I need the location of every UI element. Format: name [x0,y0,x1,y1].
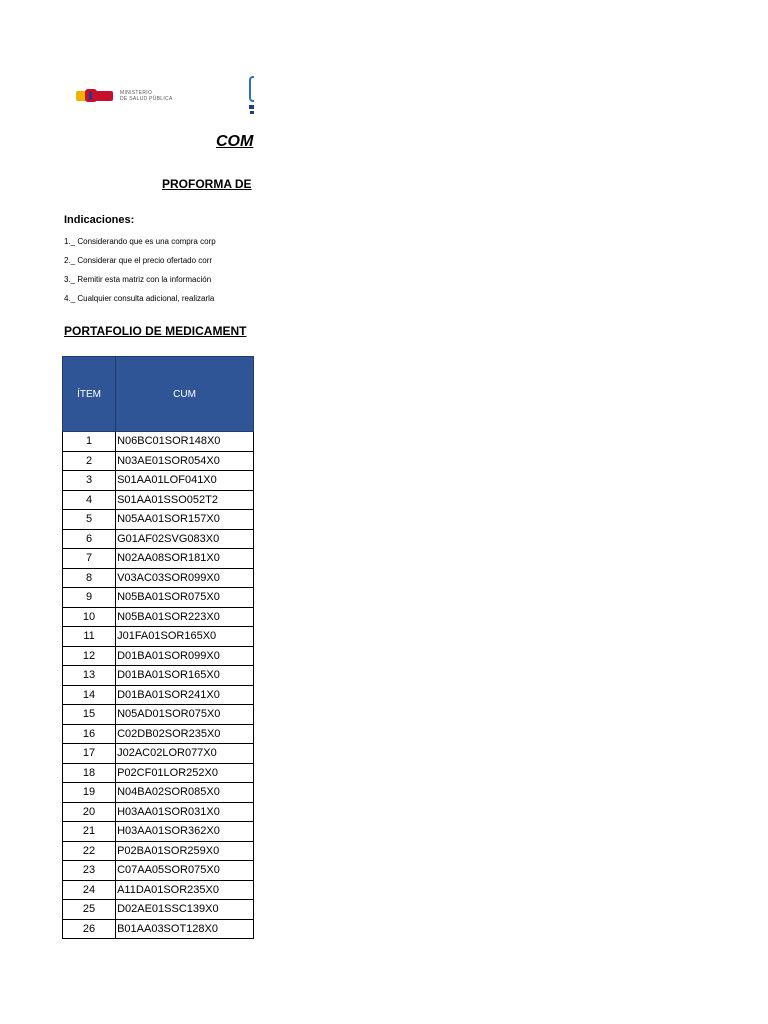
item-number-cell[interactable]: 24 [63,880,116,900]
item-number-cell[interactable]: 11 [63,627,116,647]
cum-code-cell[interactable]: N04BA02SOR085X0 [116,783,254,803]
table-row [63,627,254,647]
table-row [63,588,254,608]
table-row [63,880,254,900]
table-row [63,763,254,783]
item-number-cell[interactable]: 14 [63,685,116,705]
item-number-cell[interactable]: 9 [63,588,116,608]
cum-code-cell[interactable]: H03AA01SOR362X0 [116,822,254,842]
indications-title: Indicaciones: [64,214,135,226]
table-row [63,900,254,920]
item-number-cell[interactable]: 1 [63,432,116,452]
table-row [63,685,254,705]
item-number-cell[interactable]: 6 [63,529,116,549]
table-row [63,666,254,686]
cum-code-cell[interactable]: N06BC01SOR148X0 [116,432,254,452]
item-number-cell[interactable]: 18 [63,763,116,783]
cum-code-cell[interactable]: D02AE01SSC139X0 [116,900,254,920]
table-row [63,471,254,491]
secondary-logo-icon [247,76,254,116]
item-number-cell[interactable]: 8 [63,568,116,588]
cum-code-cell[interactable]: P02CF01LOR252X0 [116,763,254,783]
table-row [63,861,254,881]
cum-code-cell[interactable]: C07AA05SOR075X0 [116,861,254,881]
column-header-cum[interactable]: CUM [116,357,254,432]
cum-code-cell[interactable]: N02AA08SOR181X0 [116,549,254,569]
cum-code-cell[interactable]: H03AA01SOR031X0 [116,802,254,822]
cum-code-cell[interactable]: D01BA01SOR165X0 [116,666,254,686]
item-number-cell[interactable]: 3 [63,471,116,491]
item-number-cell[interactable]: 22 [63,841,116,861]
table-row [63,744,254,764]
cum-code-cell[interactable]: D01BA01SOR241X0 [116,685,254,705]
item-number-cell[interactable]: 15 [63,705,116,725]
page-subtitle: PROFORMA DE [162,177,252,191]
cum-code-cell[interactable]: N05BA01SOR223X0 [116,607,254,627]
item-number-cell[interactable]: 20 [63,802,116,822]
cum-code-cell[interactable]: D01BA01SOR099X0 [116,646,254,666]
cum-code-cell[interactable]: J02AC02LOR077X0 [116,744,254,764]
indication-item: 1._ Considerando que es una compra corp [64,237,216,246]
table-row [63,451,254,471]
item-number-cell[interactable]: 5 [63,510,116,530]
cum-code-cell[interactable]: B01AA03SOT128X0 [116,919,254,939]
ministry-logo-text [120,90,173,102]
cum-code-cell[interactable]: A11DA01SOR235X0 [116,880,254,900]
column-header-item[interactable]: ÍTEM [63,357,116,432]
cum-code-cell[interactable]: N03AE01SOR054X0 [116,451,254,471]
cum-code-cell[interactable]: P02BA01SOR259X0 [116,841,254,861]
item-number-cell[interactable]: 16 [63,724,116,744]
indication-item: 2._ Considerar que el precio ofertado corr [64,256,213,265]
table-row [63,549,254,569]
medications-table [62,356,254,939]
cum-code-cell[interactable]: V03AC03SOR099X0 [116,568,254,588]
item-number-cell[interactable]: 13 [63,666,116,686]
table-row [63,607,254,627]
page-title: COM [216,133,254,150]
item-number-cell[interactable]: 23 [63,861,116,881]
cum-code-cell[interactable]: S01AA01LOF041X0 [116,471,254,491]
cum-code-cell[interactable]: G01AF02SVG083X0 [116,529,254,549]
logo-text-line1: MINISTERIO [120,90,153,96]
item-number-cell[interactable]: 10 [63,607,116,627]
msp-logo-icon [76,89,113,103]
item-number-cell[interactable]: 25 [63,900,116,920]
item-number-cell[interactable]: 2 [63,451,116,471]
table-row [63,490,254,510]
spreadsheet-page [0,0,254,1024]
cum-code-cell[interactable]: S01AA01SSO052T2 [116,490,254,510]
cum-code-cell[interactable]: C02DB02SOR235X0 [116,724,254,744]
table-row [63,841,254,861]
table-row [63,568,254,588]
cum-code-cell[interactable]: J01FA01SOR165X0 [116,627,254,647]
table-row [63,822,254,842]
item-number-cell[interactable]: 4 [63,490,116,510]
table-row [63,510,254,530]
table-row [63,919,254,939]
table-row [63,724,254,744]
portfolio-title: PORTAFOLIO DE MEDICAMENT [64,324,247,338]
cum-code-cell[interactable]: N05AD01SOR075X0 [116,705,254,725]
cum-code-cell[interactable]: N05AA01SOR157X0 [116,510,254,530]
item-number-cell[interactable]: 19 [63,783,116,803]
table-header-row [63,357,254,432]
table-row [63,646,254,666]
indication-item: 4._ Cualquier consulta adicional, realizarla [64,294,215,303]
table-row [63,432,254,452]
table-row [63,529,254,549]
indication-item: 3._ Remitir esta matriz con la información [64,275,212,284]
item-number-cell[interactable]: 12 [63,646,116,666]
logo-text-line2: DE SALUD PÚBLICA [120,96,173,102]
item-number-cell[interactable]: 26 [63,919,116,939]
table-row [63,783,254,803]
item-number-cell[interactable]: 21 [63,822,116,842]
cum-code-cell[interactable]: N05BA01SOR075X0 [116,588,254,608]
item-number-cell[interactable]: 7 [63,549,116,569]
item-number-cell[interactable]: 17 [63,744,116,764]
table-row [63,705,254,725]
table-row [63,802,254,822]
